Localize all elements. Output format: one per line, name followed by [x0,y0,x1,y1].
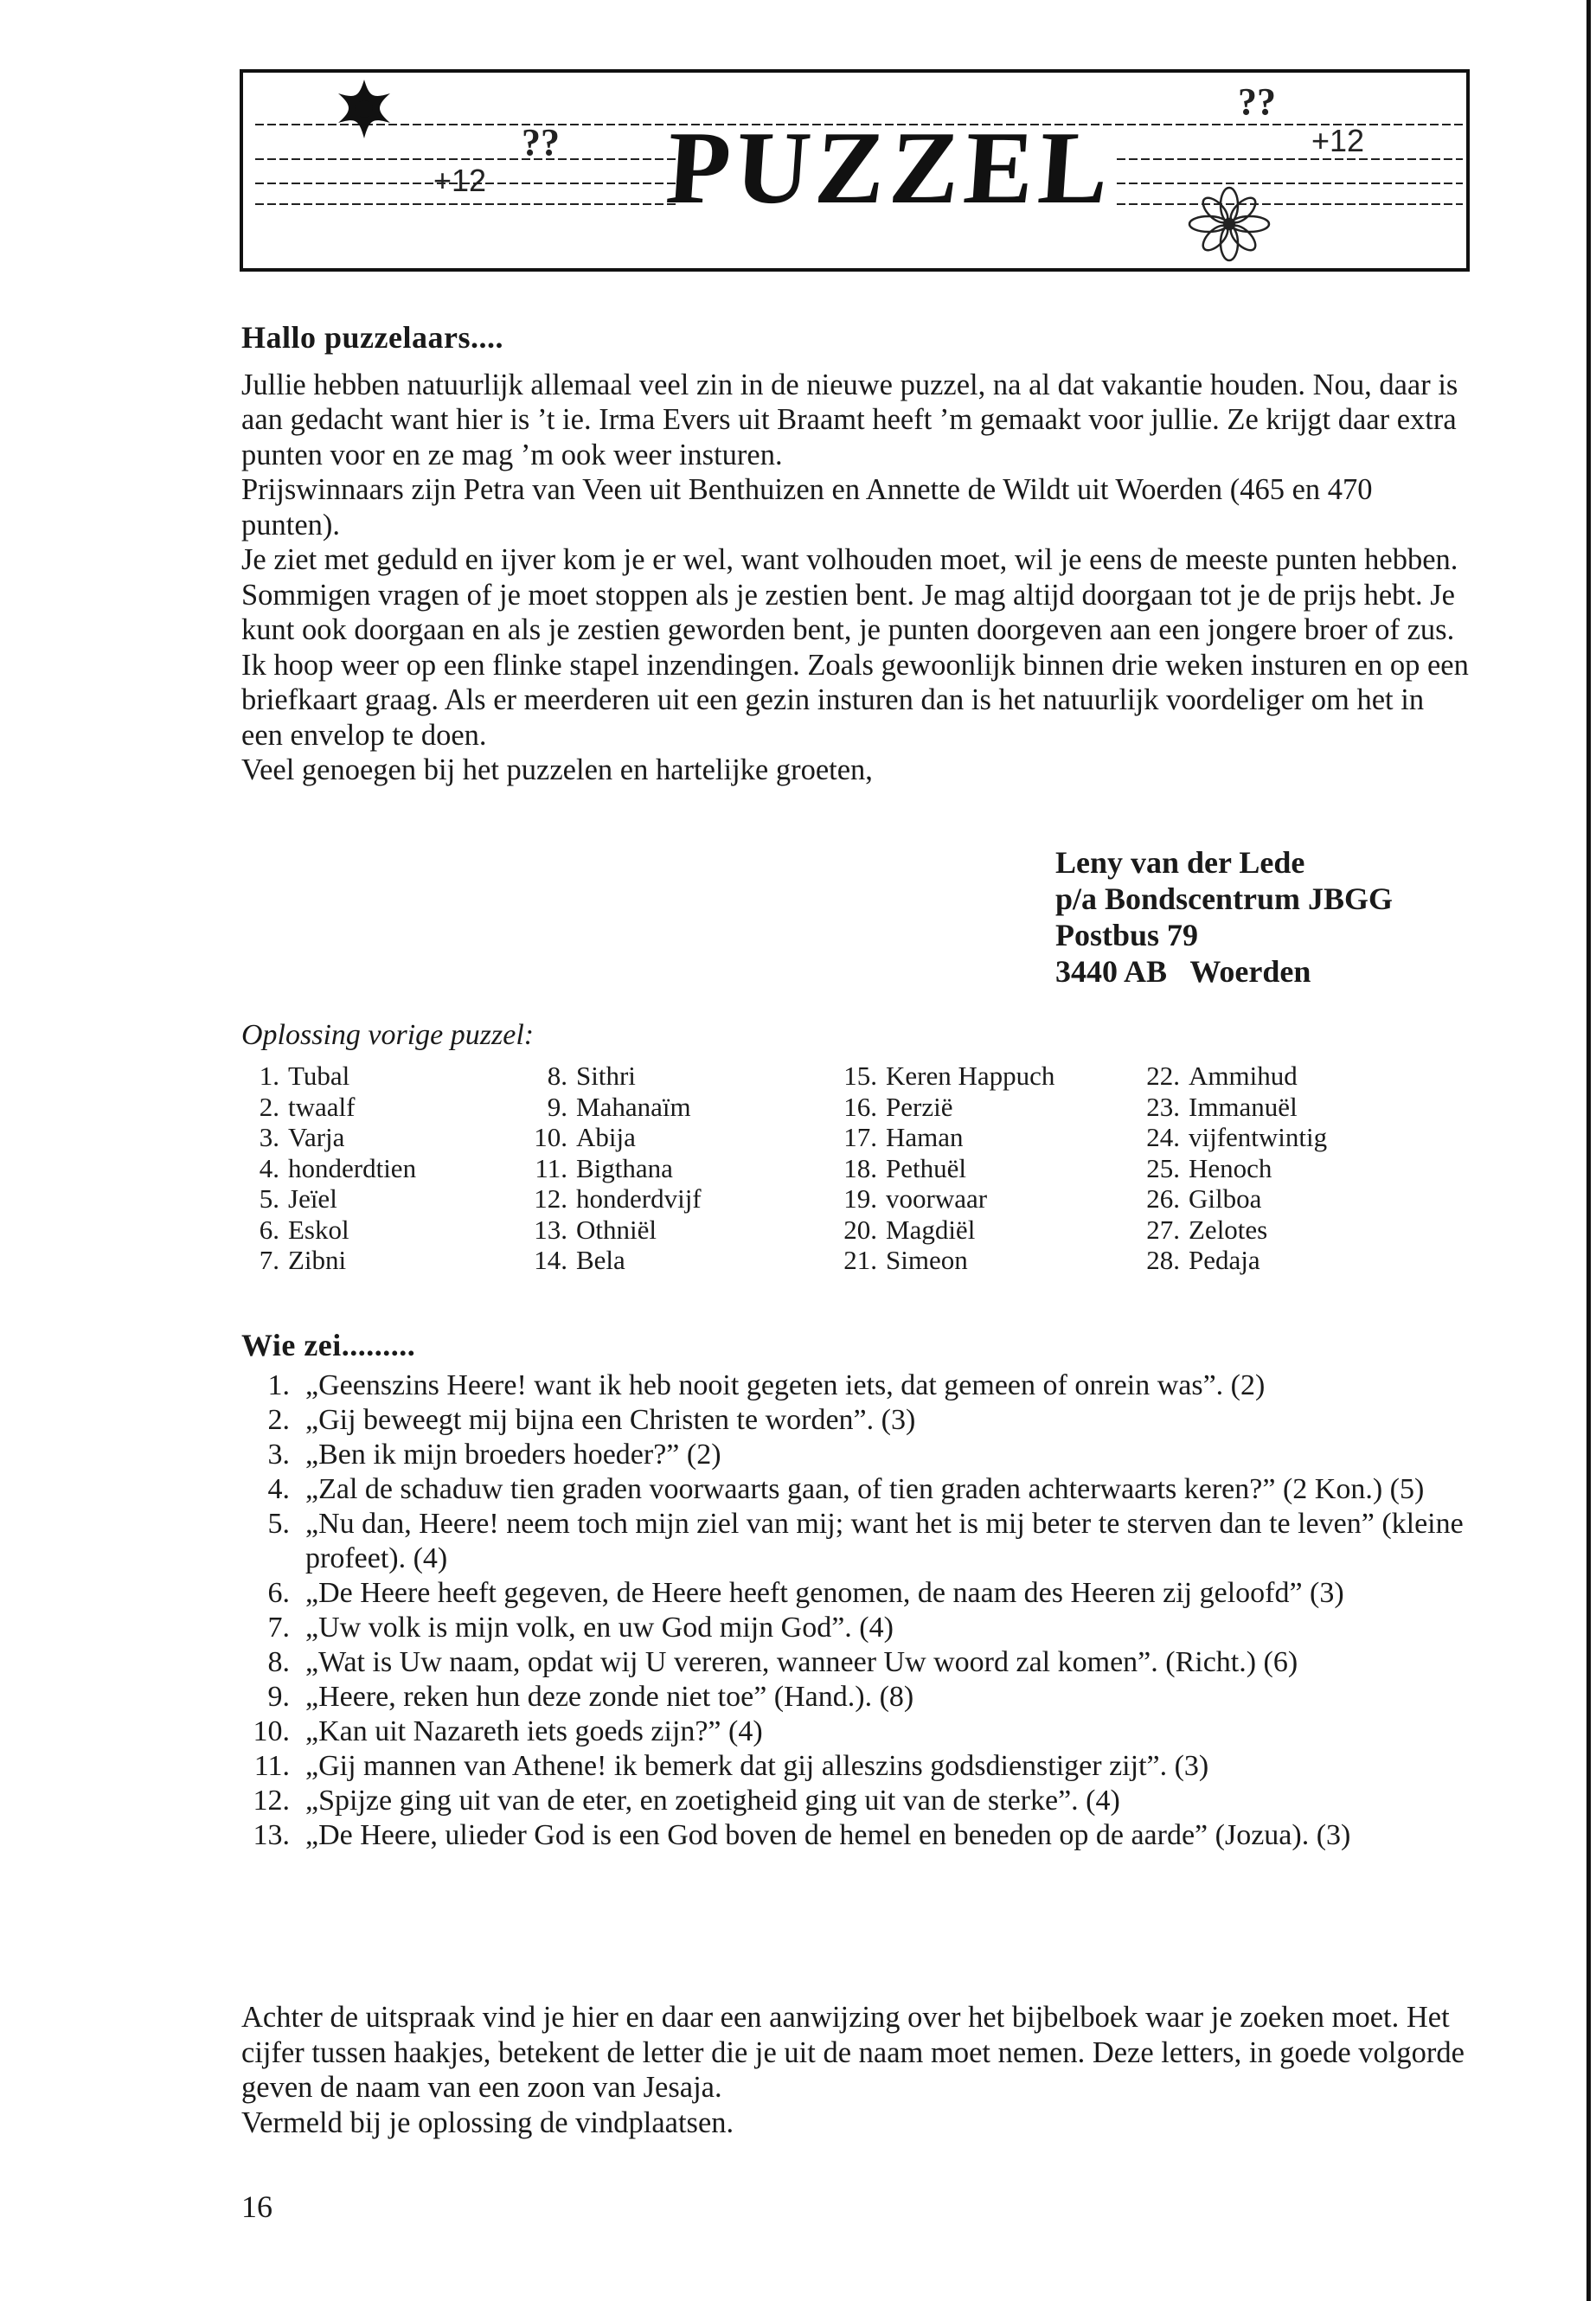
solution-row [241,1092,416,1123]
question-number: 8. [267,1646,290,1678]
solution-answer: Ammihud [1189,1061,1298,1091]
solution-row [241,1061,416,1092]
solution-number: 17. [843,1122,877,1152]
question-item [241,1784,1470,1818]
signature-line: Postbus 79 [1055,918,1199,952]
solution-answer: Jeïel [288,1183,337,1214]
solution-row [241,1183,416,1215]
signature-line: p/a Bondscentrum JBGG [1055,881,1394,916]
intro-paragraph: Jullie hebben natuurlijk allemaal veel zin in de nieuwe puzzel, na al dat vakantie houden. Nou, daar is aan gedacht want hier is ’t ie. Irma Evers uit Braamt heeft ’m gemaakt voor jullie. Ze krijgt daar extra punten voor en ze mag ’m ook weer insturen. [241,368,1458,471]
question-item [241,1611,1470,1645]
solution-column [529,1061,702,1276]
solution-answer: Zibni [288,1245,347,1275]
question-item [241,1576,1470,1611]
solution-answer: Simeon [886,1245,968,1275]
question-text: „De Heere, ulieder God is een God boven de hemel en beneden op de aarde” (Jozua). (3) [305,1819,1351,1851]
solution-answer: Magdiël [886,1214,976,1245]
solution-answer: Bela [576,1245,625,1275]
solution-answer: Tubal [288,1061,350,1091]
solution-row [1142,1122,1327,1153]
question-text: „Uw volk is mijn volk, en uw God mijn God”. (4) [305,1612,894,1644]
solution-number: 28. [1146,1245,1180,1275]
question-number: 6. [267,1577,290,1609]
header-left-marks: ?? [522,121,560,163]
solution-row [529,1061,702,1092]
solution-row [1142,1153,1327,1184]
flower-icon [1189,188,1269,260]
solution-row [529,1153,702,1184]
question-text: „Gij beweegt mij bijna een Christen te worden”. (3) [305,1404,916,1436]
solution-answer: Pethuël [886,1152,966,1183]
solution-row [529,1122,702,1153]
closing-section [241,2000,1470,2140]
question-text: „Wat is Uw naam, opdat wij U vereren, wanneer Uw woord zal komen”. (Richt.) (6) [305,1646,1298,1678]
solution-row [1142,1183,1327,1215]
puzzle-header-banner [240,69,1470,272]
question-text: „Gij mannen van Athene! ik bemerk dat gij alleszins godsdienstiger zijt”. (3) [305,1750,1209,1782]
solution-number: 9. [547,1091,567,1122]
solution-title: Oplossing vorige puzzel: [241,1019,535,1051]
solution-row [839,1215,1054,1246]
solution-number: 10. [534,1122,567,1152]
solution-row [241,1122,416,1153]
solution-row [839,1122,1054,1153]
solution-number: 7. [259,1245,279,1275]
solution-answer: Othniël [576,1214,657,1245]
solution-number: 20. [843,1214,877,1245]
closing-paragraph: Vermeld bij je oplossing de vindplaatsen. [241,2106,734,2139]
question-number: 7. [267,1612,290,1644]
solution-number: 26. [1146,1183,1180,1214]
solution-answer: Zelotes [1189,1214,1268,1245]
question-item [241,1403,1470,1438]
solution-number: 8. [547,1061,567,1091]
solution-number: 14. [534,1245,567,1275]
solution-answer: honderdtien [288,1152,417,1183]
solution-row [529,1215,702,1246]
greeting-heading: Hallo puzzelaars.... [241,320,503,355]
solution-row [529,1183,702,1215]
intro-paragraph: Veel genoegen bij het puzzelen en hartelijke groeten, [241,753,873,786]
question-number: 12. [253,1785,290,1817]
question-text: „Spijze ging uit van de eter, en zoetigheid ging uit van de sterke”. (4) [305,1785,1120,1817]
closing-paragraph: Achter de uitspraak vind je hier en daar een aanwijzing over het bijbelboek waar je zoeken moet. Het cijfer tussen haakjes, betekent de letter die je uit de naam moet nemen. Deze letters, in goede volgorde geven de naam van een zoon van Jesaja. [241,2001,1465,2104]
solution-number: 4. [259,1152,279,1183]
solution-answer: Henoch [1189,1152,1272,1183]
header-right-number: +12 [1311,123,1365,158]
question-item [241,1749,1470,1784]
question-list [241,1368,1470,1853]
solution-number: 15. [843,1061,877,1091]
solution-column [1142,1061,1327,1276]
solution-number: 21. [843,1245,877,1275]
page-title: PUZZEL [663,110,1118,225]
solution-row [1142,1215,1327,1246]
solution-row [1142,1061,1327,1092]
wie-zei-heading: Wie zei......... [241,1328,416,1362]
intro-section [241,320,1470,788]
question-text: „Ben ik mijn broeders hoeder?” (2) [305,1439,721,1471]
solution-number: 25. [1146,1152,1180,1183]
page-number: 16 [241,2189,272,2224]
solution-row [839,1061,1054,1092]
question-number: 10. [253,1715,290,1747]
question-text: „Kan uit Nazareth iets goeds zijn?” (4) [305,1715,763,1747]
solution-number: 3. [259,1122,279,1152]
solution-answer: Haman [886,1122,964,1152]
solution-row [839,1183,1054,1215]
solution-answer: Immanuël [1189,1091,1298,1122]
solution-number: 24. [1146,1122,1180,1152]
solution-answer: vijfentwintig [1189,1122,1328,1152]
solution-answer: Mahanaïm [576,1091,691,1122]
solution-number: 1. [259,1061,279,1091]
question-number: 2. [267,1404,290,1436]
solution-row [1142,1245,1327,1276]
question-item [241,1818,1470,1853]
solution-row [241,1215,416,1246]
solution-answer: Gilboa [1189,1183,1262,1214]
solution-column [241,1061,416,1276]
solution-answer: Pedaja [1189,1245,1260,1275]
question-number: 1. [267,1369,290,1401]
solution-answer: Varja [288,1122,345,1152]
question-number: 9. [267,1681,290,1713]
question-text: „De Heere heeft gegeven, de Heere heeft genomen, de naam des Heeren zij geloofd” (3) [305,1577,1344,1609]
question-item [241,1715,1470,1749]
solution-number: 12. [534,1183,567,1214]
solution-answer: Keren Happuch [886,1061,1055,1091]
solution-row [839,1245,1054,1276]
intro-paragraph: Sommigen vragen of je moet stoppen als je zestien bent. Je mag altijd doorgaan tot je de prijs hebt. Je kunt ook doorgaan en als je zestien geworden bent, je punten doorgeven aan een jongere broer of zus. [241,578,1455,646]
solution-number: 18. [843,1152,877,1183]
solution-row [1142,1092,1327,1123]
question-number: 13. [253,1819,290,1851]
question-number: 4. [267,1473,290,1505]
solution-number: 23. [1146,1091,1180,1122]
solution-number: 19. [843,1183,877,1214]
signature-line: 3440 AB Woerden [1055,954,1311,989]
solution-answer: Eskol [288,1214,349,1245]
question-number: 5. [267,1508,290,1540]
solution-number: 16. [843,1091,877,1122]
question-text: „Heere, reken hun deze zonde niet toe” (Hand.). (8) [305,1681,914,1713]
question-item [241,1438,1470,1472]
intro-paragraph: Ik hoop weer op een flinke stapel inzendingen. Zoals gewoonlijk binnen drie weken insturen en op een briefkaart graag. Als er meerderen uit een gezin insturen dan is het natuurlijk voordeliger om het in een envelop te doen. [241,648,1469,752]
solution-row [839,1153,1054,1184]
solution-answer: Bigthana [576,1152,673,1183]
header-left-number: +12 [433,163,487,198]
star-icon [338,80,390,138]
intro-paragraph: Prijswinnaars zijn Petra van Veen uit Benthuizen en Annette de Wildt uit Woerden (465 en 470 punten). [241,473,1373,542]
question-text: „Geenszins Heere! want ik heb nooit gegeten iets, dat gemeen of onrein was”. (2) [305,1369,1266,1401]
solution-answer: Perzië [886,1091,953,1122]
solution-row [839,1092,1054,1123]
question-item [241,1507,1470,1576]
question-item [241,1645,1470,1680]
question-number: 3. [267,1439,290,1471]
solution-number: 22. [1146,1061,1180,1091]
intro-paragraph: Je ziet met geduld en ijver kom je er wel, want volhouden moet, wil je eens de meeste punten hebben. [241,543,1458,576]
solution-row [241,1245,416,1276]
signature-block [1055,844,1393,990]
solution-column [839,1061,1054,1276]
question-text: „Nu dan, Heere! neem toch mijn ziel van mij; want het is mij beter te sterven dan te leven” (kleine profeet). (4) [305,1508,1464,1574]
question-text: „Zal de schaduw tien graden voorwaarts gaan, of tien graden achterwaarts keren?” (2 Kon.) (5) [305,1473,1425,1505]
page-edge-rule [1586,0,1591,2301]
solution-number: 11. [535,1152,567,1183]
solution-row [529,1245,702,1276]
solution-answer: voorwaar [886,1183,988,1214]
signature-line: Leny van der Lede [1055,845,1305,880]
solution-answer: honderdvijf [576,1183,702,1214]
question-item [241,1368,1470,1403]
solution-answer: twaalf [288,1091,356,1122]
header-right-marks: ?? [1238,80,1276,123]
solution-answer: Sithri [576,1061,636,1091]
question-item [241,1680,1470,1715]
solution-number: 6. [259,1214,279,1245]
solution-number: 27. [1146,1214,1180,1245]
solution-number: 5. [259,1183,279,1214]
question-number: 11. [253,1750,290,1782]
solution-number: 13. [534,1214,567,1245]
solution-row [241,1153,416,1184]
solution-answer: Abija [576,1122,636,1152]
solution-row [529,1092,702,1123]
question-item [241,1472,1470,1507]
solution-number: 2. [259,1091,279,1122]
